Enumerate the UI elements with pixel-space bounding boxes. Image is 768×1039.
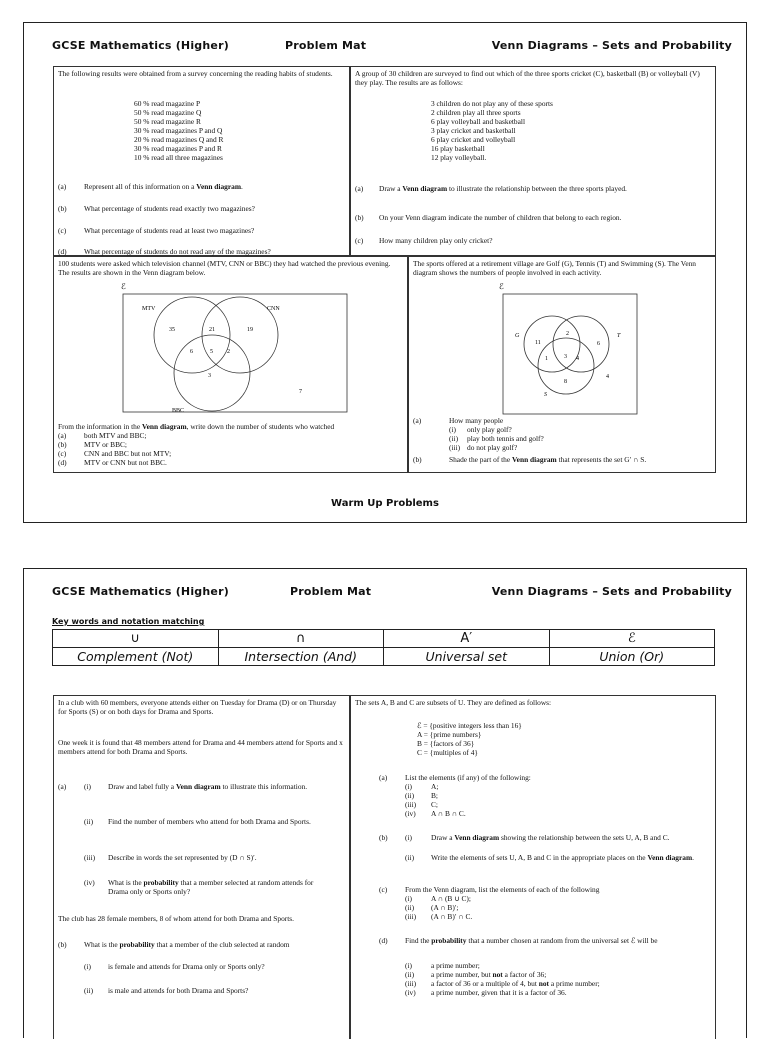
part-label: (a) xyxy=(58,431,67,440)
question-intro: The sets A, B and C are subsets of U. They are defined as follows: xyxy=(355,698,552,707)
part-text: What percentage of students read exactly two magazines? xyxy=(84,204,255,213)
region-value: 21 xyxy=(209,327,215,333)
worksheet-problems xyxy=(23,568,747,1038)
universal-set-rectangle xyxy=(503,294,637,414)
part-text: What percentage of students do not read any of the magazines? xyxy=(84,247,271,256)
footer-title: Warm Up Problems xyxy=(331,498,439,509)
notation-word[interactable]: Union (Or) xyxy=(549,648,715,666)
set-circle-golf xyxy=(524,316,580,372)
set-label-bbc: BBC xyxy=(172,408,185,414)
question-intro: A group of 30 children are surveyed to find out which of the three sports cricket (C), basketball (B) or volleyball (V) they play. The results are as follows: xyxy=(355,69,700,87)
topic-title: Venn Diagrams – Sets and Probability xyxy=(491,39,732,52)
part-text: (A ∩ B)′; xyxy=(431,903,459,912)
part-text: A ∩ (B ∪ C); xyxy=(431,894,471,903)
part-label: (ii) xyxy=(405,970,415,979)
part-text: a prime number, but not a factor of 36; xyxy=(431,970,547,979)
course-title: GCSE Mathematics (Higher) xyxy=(52,39,229,52)
part-label: (iii) xyxy=(405,800,417,809)
question-paragraph: The club has 28 female members, 8 of whom attend for both Drama and Sports. xyxy=(58,914,295,923)
part-text: Draw a Venn diagram to illustrate the relationship between the three sports played. xyxy=(379,184,627,193)
set-circle-mtv xyxy=(154,297,230,373)
question-magazines xyxy=(53,66,350,256)
region-value: 6 xyxy=(597,341,600,347)
part-text: do not play golf? xyxy=(467,443,518,452)
part-label: (ii) xyxy=(449,434,459,443)
venn-diagram-tv xyxy=(84,279,384,421)
part-label: (ii) xyxy=(84,986,94,995)
part-text: A ∩ B ∩ C. xyxy=(431,809,466,818)
set-label-cnn: CNN xyxy=(267,306,280,312)
part-label: (c) xyxy=(379,885,388,894)
part-text: Draw and label fully a Venn diagram to illustrate this information. xyxy=(108,782,308,791)
part-text: Find the number of members who attend for both Drama and Sports. xyxy=(108,817,311,826)
notation-symbol[interactable]: A′ xyxy=(384,630,550,648)
notation-symbol[interactable]: ℰ xyxy=(549,630,715,648)
part-text: How many children play only cricket? xyxy=(379,236,493,245)
data-line: 6 play volleyball and basketball xyxy=(431,117,525,126)
data-line: 16 play basketball xyxy=(431,144,485,153)
part-text: What is the probability that a member selected at random attends for Drama only or Sports only? xyxy=(108,878,314,896)
part-text: is male and attends for both Drama and Sports? xyxy=(108,986,249,995)
venn-diagram-sports xyxy=(469,279,649,419)
region-value: 3 xyxy=(564,354,567,360)
region-value: 19 xyxy=(247,327,253,333)
part-text: C; xyxy=(431,800,438,809)
part-label: (ii) xyxy=(405,853,415,862)
keywords-title: Key words and notation matching xyxy=(52,617,205,626)
set-definition: ℰ = {positive integers less than 16} xyxy=(417,721,522,730)
part-label: (iv) xyxy=(405,988,416,997)
region-value: 8 xyxy=(564,379,567,385)
part-text: Write the elements of sets U, A, B and C in the appropriate places on the Venn diagram. xyxy=(431,853,694,862)
data-line: 2 children play all three sports xyxy=(431,108,521,117)
data-line: 50 % read magazine Q xyxy=(134,108,202,117)
part-text: Describe in words the set represented by (D ∩ S)′. xyxy=(108,853,257,862)
mat-title: Problem Mat xyxy=(285,39,367,52)
worksheet-warm-up xyxy=(23,22,747,523)
question-sets xyxy=(350,695,716,1039)
part-text: How many people xyxy=(449,416,504,425)
part-label: (i) xyxy=(449,425,456,434)
region-value: 2 xyxy=(227,349,230,355)
data-line: 6 play cricket and volleyball xyxy=(431,135,516,144)
part-label: (iii) xyxy=(405,912,417,921)
part-label: (a) xyxy=(355,184,364,193)
part-text: (A ∩ B)′ ∩ C. xyxy=(431,912,473,921)
set-definitions xyxy=(417,721,522,757)
universal-set-symbol: ℰ xyxy=(121,282,126,291)
region-value: 3 xyxy=(208,373,211,379)
question-intro: The sports offered at a retirement village are Golf (G), Tennis (T) and Swimming (S). The Venn diagram shows the numbers of people involved in each activity. xyxy=(413,259,696,277)
data-line: 50 % read magazine R xyxy=(134,117,201,126)
set-label-swimming: S xyxy=(544,392,547,398)
part-text: play both tennis and golf? xyxy=(467,434,544,443)
data-line: 60 % read magazine P xyxy=(134,99,201,108)
data-line: 30 % read magazines P and R xyxy=(134,144,222,153)
part-label: (c) xyxy=(58,226,67,235)
notation-word[interactable]: Universal set xyxy=(384,648,550,666)
part-label: (d) xyxy=(58,458,67,467)
set-circle-tennis xyxy=(553,316,609,372)
part-label: (c) xyxy=(355,236,364,245)
question-sports-children xyxy=(350,66,716,256)
region-value: 11 xyxy=(535,340,541,346)
set-circle-swimming xyxy=(538,338,594,394)
part-label: (i) xyxy=(84,962,91,971)
part-text: CNN and BBC but not MTV; xyxy=(84,449,172,458)
part-label: (iii) xyxy=(84,853,96,862)
part-text: a factor of 36 or a multiple of 4, but not a prime number; xyxy=(431,979,600,988)
part-text: On your Venn diagram indicate the number of children that belong to each region. xyxy=(379,213,622,222)
question-club xyxy=(53,695,350,1039)
data-line: 10 % read all three magazines xyxy=(134,153,223,162)
part-label: (b) xyxy=(379,833,388,842)
part-text: List the elements (if any) of the following: xyxy=(405,773,531,782)
data-list xyxy=(134,99,223,162)
part-text: MTV or BBC; xyxy=(84,440,127,449)
universal-set-rectangle xyxy=(123,294,347,412)
notation-word[interactable]: Complement (Not) xyxy=(53,648,219,666)
region-value: 6 xyxy=(190,349,193,355)
question-retirement-sports xyxy=(408,256,716,473)
part-label: (iv) xyxy=(405,809,416,818)
part-label: (ii) xyxy=(405,791,415,800)
part-label: (a) xyxy=(413,416,422,425)
part-label: (b) xyxy=(58,204,67,213)
part-text: What is the probability that a member of the club selected at random xyxy=(84,940,290,949)
part-label: (i) xyxy=(405,894,412,903)
course-title: GCSE Mathematics (Higher) xyxy=(52,585,229,598)
data-line: 3 children do not play any of these sports xyxy=(431,99,553,108)
part-label: (i) xyxy=(84,782,91,791)
part-text: a prime number, given that it is a factor of 36. xyxy=(431,988,567,997)
part-text: A; xyxy=(431,782,439,791)
part-label: (a) xyxy=(58,182,67,191)
question-prompt: From the information in the Venn diagram, write down the number of students who watched xyxy=(58,422,335,431)
question-intro: The following results were obtained from a survey concerning the reading habits of students. xyxy=(58,69,333,78)
question-tv-channels xyxy=(53,256,408,473)
part-label: (a) xyxy=(379,773,388,782)
part-text: only play golf? xyxy=(467,425,512,434)
part-text: B; xyxy=(431,791,438,800)
notation-table xyxy=(52,629,715,666)
question-intro: 100 students were asked which television channel (MTV, CNN or BBC) they had watched the previous evening. The results are shown in the Venn diagram below. xyxy=(58,259,391,277)
region-value: 35 xyxy=(169,327,175,333)
set-definition: B = {factors of 36} xyxy=(417,739,475,748)
part-label: (iv) xyxy=(84,878,95,887)
region-value: 1 xyxy=(545,356,548,362)
part-label: (i) xyxy=(405,961,412,970)
set-definition: A = {prime numbers} xyxy=(417,730,482,739)
data-list xyxy=(431,99,553,162)
data-line: 12 play volleyball. xyxy=(431,153,487,162)
part-label: (ii) xyxy=(84,817,94,826)
part-text: Shade the part of the Venn diagram that represents the set G′ ∩ S. xyxy=(449,455,647,464)
set-definition: C = {multiples of 4} xyxy=(417,748,478,757)
part-label: (iii) xyxy=(405,979,417,988)
part-text: a prime number; xyxy=(431,961,480,970)
part-label: (d) xyxy=(58,247,67,256)
part-text: From the Venn diagram, list the elements of each of the following xyxy=(405,885,600,894)
data-line: 30 % read magazines P and Q xyxy=(134,126,223,135)
set-label-golf: G xyxy=(515,333,520,339)
data-line: 20 % read magazines Q and R xyxy=(134,135,224,144)
part-label: (b) xyxy=(413,455,422,464)
question-intro: In a club with 60 members, everyone attends either on Tuesday for Drama (D) or on Thursday for Sports (S) or on both days for Drama and Sports. xyxy=(58,698,337,716)
notation-symbol[interactable]: ∩ xyxy=(218,630,384,648)
set-label-mtv: MTV xyxy=(142,306,156,312)
mat-title: Problem Mat xyxy=(290,585,372,598)
part-text: Draw a Venn diagram showing the relationship between the sets U, A, B and C. xyxy=(431,833,670,842)
part-label: (d) xyxy=(379,936,388,945)
part-label: (iii) xyxy=(449,443,461,452)
region-value: 5 xyxy=(210,349,213,355)
region-value: 2 xyxy=(566,331,569,337)
part-label: (i) xyxy=(405,833,412,842)
part-label: (b) xyxy=(58,940,67,949)
part-label: (c) xyxy=(58,449,67,458)
part-label: (b) xyxy=(355,213,364,222)
topic-title: Venn Diagrams – Sets and Probability xyxy=(491,585,732,598)
region-value-outside: 7 xyxy=(299,389,302,395)
region-value: 4 xyxy=(576,356,579,362)
notation-word[interactable]: Intersection (And) xyxy=(218,648,384,666)
part-text: both MTV and BBC; xyxy=(84,431,147,440)
question-paragraph: One week it is found that 48 members attend for Drama and 44 members attend for Sports and x members attend for both Drama and Sports. xyxy=(58,738,343,756)
part-text: Find the probability that a number chosen at random from the universal set ℰ will be xyxy=(405,936,658,945)
part-label: (ii) xyxy=(405,903,415,912)
set-label-tennis: T xyxy=(617,333,621,339)
universal-set-symbol: ℰ xyxy=(499,282,504,291)
part-text: Represent all of this information on a Venn diagram. xyxy=(84,182,243,191)
part-text: What percentage of students read at least two magazines? xyxy=(84,226,255,235)
data-line: 3 play cricket and basketball xyxy=(431,126,516,135)
part-label: (i) xyxy=(405,782,412,791)
notation-symbol[interactable]: ∪ xyxy=(53,630,219,648)
part-text: MTV or CNN but not BBC. xyxy=(84,458,167,467)
region-value-outside: 4 xyxy=(606,374,609,380)
part-text: is female and attends for Drama only or Sports only? xyxy=(108,962,265,971)
part-label: (a) xyxy=(58,782,67,791)
part-label: (b) xyxy=(58,440,67,449)
